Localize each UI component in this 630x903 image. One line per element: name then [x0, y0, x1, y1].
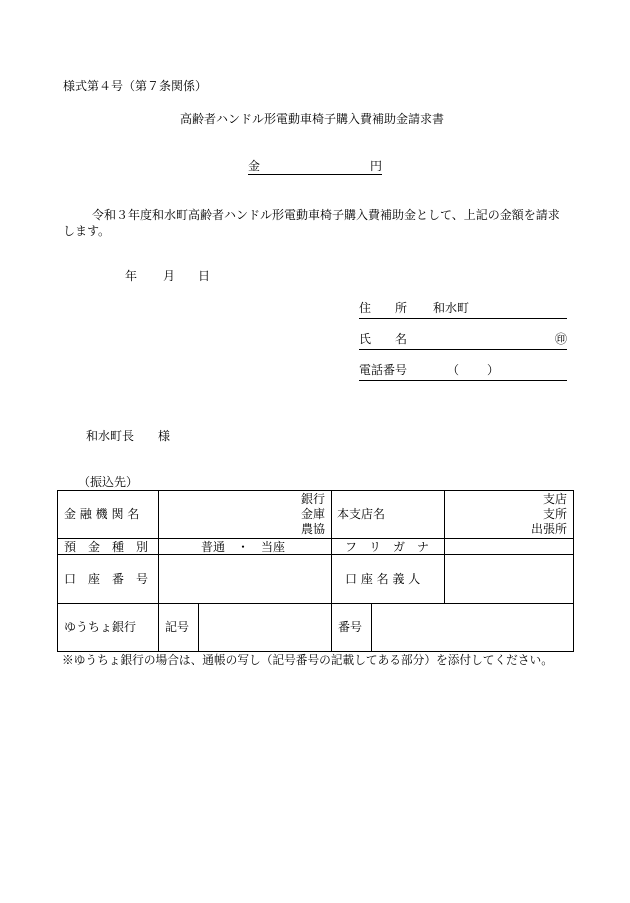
body-line-2: します。 — [63, 224, 111, 238]
branch-type-shutchojo: 出張所 — [530, 522, 567, 536]
date-month: 月 — [163, 269, 176, 283]
row-rule-1 — [57, 538, 574, 539]
bank-table — [57, 490, 574, 652]
amount-line — [248, 160, 382, 175]
inst-type-bank: 銀行 — [300, 492, 325, 506]
account-holder-label: 口 座 名 義 人 — [345, 572, 421, 586]
amount-suffix: 円 — [369, 159, 382, 173]
form-number: 様式第４号（第７条関係） — [63, 79, 208, 93]
branch-types — [477, 492, 567, 537]
table-border-right — [573, 490, 574, 652]
row-rule-2 — [57, 554, 574, 555]
branch-label: 本支店名 — [337, 507, 386, 521]
address-label: 住 所 — [359, 301, 408, 315]
col-rule-symbol — [198, 603, 199, 652]
date-year: 年 — [125, 269, 138, 283]
institution-label: 金 融 機 関 名 — [64, 507, 140, 521]
table-border-bottom — [57, 651, 574, 652]
deposit-type-label: 預 金 種 別 — [64, 540, 149, 554]
furigana-label: フ リ ガ ナ — [345, 540, 430, 554]
bank-caption: （振込先） — [78, 475, 139, 489]
row-rule-3 — [57, 603, 574, 604]
inst-type-nokyo: 農協 — [300, 522, 325, 536]
table-border-left — [57, 490, 58, 652]
date-day: 日 — [198, 269, 211, 283]
addressee: 和水町長 様 — [86, 429, 171, 443]
name-label: 氏 名 — [359, 332, 408, 346]
phone-row — [359, 364, 567, 381]
branch-type-shisho: 支所 — [542, 507, 567, 521]
institution-types — [237, 492, 325, 537]
col-rule-number — [371, 603, 372, 652]
footnote: ※ゆうちょ銀行の場合は、通帳の写し（記号番号の記載してある部分）を添付してください。 — [62, 653, 553, 667]
phone-label: 電話番号 — [359, 363, 408, 377]
phone-open-paren: （ — [447, 363, 460, 377]
amount-prefix: 金 — [248, 159, 261, 173]
branch-type-shiten: 支店 — [542, 492, 567, 506]
name-row — [359, 333, 567, 350]
symbol-label: 記号 — [165, 620, 190, 634]
seal-mark: ㊞ — [554, 332, 567, 346]
account-number-label: 口 座 番 号 — [64, 572, 149, 586]
table-border-top — [57, 490, 574, 491]
address-value: 和水町 — [433, 301, 470, 315]
deposit-options: 普通 ・ 当座 — [201, 540, 286, 554]
yucho-label: ゆうちょ銀行 — [64, 620, 137, 634]
phone-close-paren: ） — [487, 363, 500, 377]
form-title: 高齢者ハンドル形電動車椅子購入費補助金請求書 — [180, 112, 445, 126]
address-row — [359, 302, 567, 319]
col-rule-mid — [331, 490, 332, 652]
col-rule-right — [444, 490, 445, 603]
inst-type-shinkin: 金庫 — [300, 507, 325, 521]
col-rule-label — [158, 490, 159, 652]
number-label: 番号 — [338, 620, 363, 634]
body-line-1: 令和３年度和水町高齢者ハンドル形電動車椅子購入費補助金として、上記の金額を請求 — [92, 208, 560, 222]
